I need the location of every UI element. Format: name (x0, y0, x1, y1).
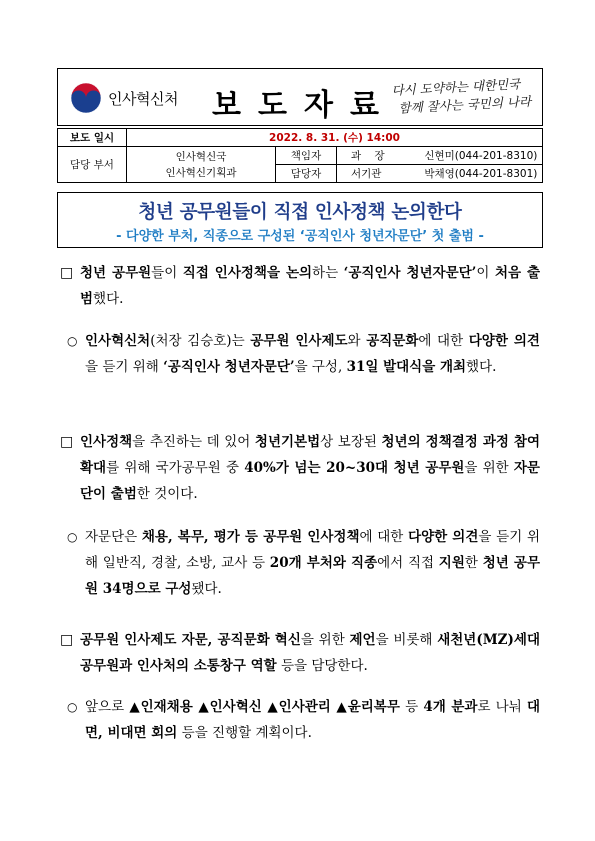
bold-text-run: 자문단이 출범 (80, 460, 540, 502)
charge-contact: 박채영(044-201-8301) (424, 168, 538, 180)
dept-line-2: 인사혁신기획과 (165, 166, 237, 179)
charge-title: 서기관 (351, 168, 382, 180)
slogan-line-1: 다시 도약하는 대한민국 (391, 76, 521, 98)
release-label: 보도 일시 (58, 129, 127, 147)
text-run: (처장 김승호)는 (150, 333, 251, 349)
bold-text-run: 대면, 비대면 회의 (85, 699, 540, 741)
paragraph-4 (85, 524, 540, 602)
text-run: 에 대한 (359, 529, 409, 545)
text-run: 을 듣기 위해 (85, 359, 164, 375)
headline: 청년 공무원들이 직접 인사정책 논의한다 (138, 202, 462, 223)
bold-text-run: 공무원 인사제도 (250, 333, 348, 349)
text-run: 한 것이다. (136, 486, 198, 502)
bold-text-run: 4개 분과 (423, 699, 478, 715)
resp-label: 책임자 (276, 147, 337, 165)
circle-bullet-icon: ○ (67, 700, 78, 714)
bold-text-run: 새천년(MZ)세대 공무원과 인사처의 소통창구 역할 (80, 632, 540, 674)
text-run: 와 (347, 333, 367, 349)
paragraph-6 (85, 694, 540, 746)
text-run: 자문단은 (85, 529, 142, 545)
paragraph-1 (80, 260, 540, 312)
bold-text-run: 다양한 의견 (468, 333, 540, 349)
text-run: 등을 담당한다. (276, 658, 368, 674)
text-run: 하는 (312, 265, 344, 281)
slogan-line-2: 함께 잘사는 국민의 나라 (398, 93, 532, 116)
text-run: 을 듣기 위해 일반직, 경찰, 소방, 교사 등 (85, 529, 541, 571)
paragraph-3 (80, 429, 540, 507)
charge-label: 담당자 (276, 165, 337, 183)
taegeuk-logo-icon (70, 82, 102, 114)
bold-text-run: 20개 부처와 직종 (269, 555, 378, 571)
text-run: 을 추진하는 데 있어 (132, 434, 255, 450)
org-name: 인사혁신처 (108, 90, 178, 108)
bold-text-run: 처음 출범 (80, 265, 541, 307)
text-run: 을 위한 (300, 632, 350, 648)
text-run: 을 비롯해 (375, 632, 438, 648)
text-run: 이 (476, 265, 495, 281)
circle-bullet-icon: ○ (67, 334, 78, 348)
paragraph-2 (85, 328, 540, 380)
text-run: 했다. (93, 291, 124, 307)
bold-text-run: 청년 공무원 (80, 265, 152, 281)
bold-text-run: 인사정책 (80, 434, 133, 450)
bold-text-run: ▲인재채용 ▲인사혁신 ▲인사관리 ▲윤리복무 (129, 699, 400, 715)
dept-name (127, 147, 276, 183)
text-run: 을 구성, (294, 359, 347, 375)
text-run: 에서 직접 (377, 555, 439, 571)
square-bullet-icon: □ (60, 434, 74, 450)
bold-text-run: 직접 인사정책을 논의 (182, 265, 313, 281)
text-run: 했다. (466, 359, 497, 375)
release-info-table (57, 128, 543, 183)
text-run: 을 위한 (464, 460, 514, 476)
bold-text-run: 공무원 인사제도 자문, 공직문화 혁신 (80, 632, 301, 648)
bold-text-run: 다양한 의견 (408, 529, 479, 545)
charge-contact-cell (337, 165, 543, 183)
subheadline: - 다양한 부처, 직종으로 구성된 ‘공직인사 청년자문단’ 첫 출범 - (116, 229, 484, 244)
text-run: 를 위해 국가공무원 중 (106, 460, 245, 476)
text-run: 됐다. (191, 581, 222, 597)
resp-contact: 신현미(044-201-8310) (424, 150, 538, 162)
bold-text-run: 지원 (438, 555, 465, 571)
bold-text-run: ‘공직인사 청년자문단’ (163, 359, 295, 375)
text-run: 앞으로 (85, 699, 130, 715)
text-run: 로 나눠 (477, 699, 527, 715)
dept-label: 담당 부서 (58, 147, 127, 183)
bold-text-run: 청년기본법 (254, 434, 321, 450)
text-run: 한 (464, 555, 483, 571)
circle-bullet-icon: ○ (67, 530, 78, 544)
text-run: 들이 (151, 265, 183, 281)
bold-text-run: 제언 (349, 632, 376, 648)
resp-contact-cell (337, 147, 543, 165)
bold-text-run: 청년의 정책결정 과정 참여 확대 (80, 434, 540, 476)
bold-text-run: ‘공직인사 청년자문단’ (343, 265, 477, 281)
square-bullet-icon: □ (60, 632, 74, 648)
bold-text-run: 40%가 넘는 20~30대 청년 공무원 (244, 460, 465, 476)
text-run: 에 대한 (418, 333, 469, 349)
dept-line-1: 인사혁신국 (175, 150, 227, 163)
square-bullet-icon: □ (60, 265, 74, 281)
text-run: 등을 진행할 계획이다. (177, 725, 312, 741)
bold-text-run: 청년 공무원 34명으로 구성 (85, 555, 541, 597)
bold-text-run: 공직문화 (366, 333, 419, 349)
text-run: 등 (399, 699, 424, 715)
bold-text-run: 31일 발대식을 개최 (346, 359, 467, 375)
resp-title: 과 장 (351, 150, 385, 162)
release-date: 2022. 8. 31. (수) 14:00 (127, 129, 543, 147)
bold-text-run: 인사혁신처 (85, 333, 151, 349)
paragraph-5 (80, 627, 540, 679)
page-title: 보도자료 (212, 88, 396, 123)
text-run: 상 보장된 (320, 434, 382, 450)
bold-text-run: 채용, 복무, 평가 등 공무원 인사정책 (141, 529, 360, 545)
